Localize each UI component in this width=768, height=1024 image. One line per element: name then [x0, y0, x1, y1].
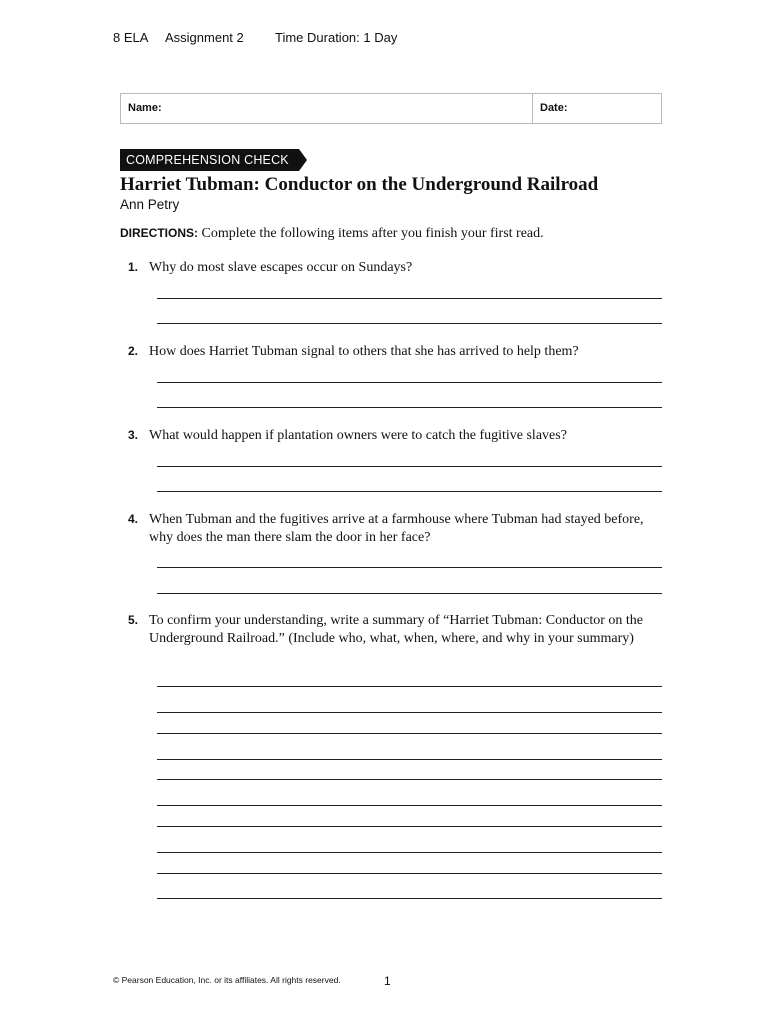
answer-line[interactable]: [157, 298, 662, 299]
answer-line[interactable]: [157, 712, 662, 713]
question-number: 4.: [128, 512, 139, 526]
duration-label: Time Duration: 1 Day: [275, 30, 398, 45]
question-text: To confirm your understanding, write a summary of “Harriet Tubman: Conductor on the Underground Railroad.” (Include who, what, when, where, and why in your summary): [149, 613, 643, 646]
page-number: 1: [384, 974, 391, 988]
page-title: Harriet Tubman: Conductor on the Underground Railroad: [120, 174, 599, 195]
answer-line[interactable]: [157, 873, 662, 874]
date-field-label: Date:: [540, 102, 568, 114]
answer-line[interactable]: [157, 852, 662, 853]
answer-line[interactable]: [157, 382, 662, 383]
answer-line[interactable]: [157, 491, 662, 492]
answer-line[interactable]: [157, 466, 662, 467]
answer-line[interactable]: [157, 733, 662, 734]
question-text: When Tubman and the fugitives arrive at a farmhouse where Tubman had stayed before, why does the man there slam the door in her face?: [149, 512, 644, 545]
field-divider: [532, 94, 533, 123]
answer-line[interactable]: [157, 779, 662, 780]
directions-label: DIRECTIONS:: [120, 226, 198, 240]
answer-line[interactable]: [157, 593, 662, 594]
directions-text: Complete the following items after you finish your first read.: [198, 226, 544, 241]
answer-line[interactable]: [157, 759, 662, 760]
author-name: Ann Petry: [120, 197, 180, 212]
comprehension-check-badge: COMPREHENSION CHECK: [120, 149, 299, 171]
answer-line[interactable]: [157, 686, 662, 687]
question-number: 3.: [128, 428, 139, 442]
directions: [120, 226, 544, 242]
answer-line[interactable]: [157, 826, 662, 827]
answer-line[interactable]: [157, 805, 662, 806]
answer-line[interactable]: [157, 567, 662, 568]
question-number: 2.: [128, 344, 139, 358]
course-label: 8 ELA: [113, 30, 149, 45]
question-text: Why do most slave escapes occur on Sundays?: [149, 260, 413, 275]
name-field-label: Name:: [128, 102, 162, 114]
answer-line[interactable]: [157, 323, 662, 324]
question-number: 1.: [128, 260, 139, 274]
question-text: How does Harriet Tubman signal to others that she has arrived to help them?: [149, 344, 579, 359]
name-date-box: [120, 93, 662, 124]
question-text: What would happen if plantation owners were to catch the fugitive slaves?: [149, 428, 567, 443]
copyright-notice: © Pearson Education, Inc. or its affiliates. All rights reserved.: [113, 975, 341, 985]
assignment-label: Assignment 2: [165, 30, 244, 45]
answer-line[interactable]: [157, 407, 662, 408]
answer-line[interactable]: [157, 898, 662, 899]
question-number: 5.: [128, 613, 139, 627]
